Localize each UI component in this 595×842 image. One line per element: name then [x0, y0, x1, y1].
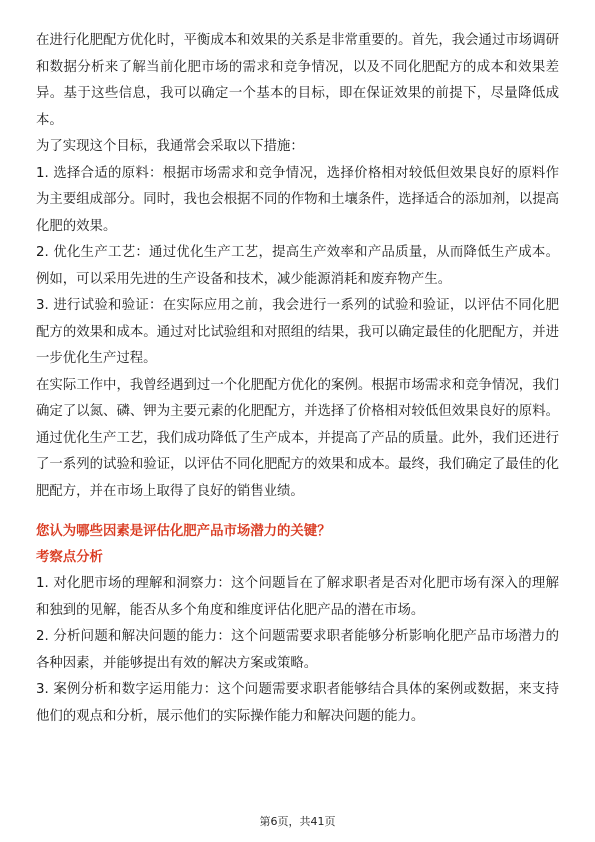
page-content [36, 28, 559, 730]
analysis-point-2: 2. 分析问题和解决问题的能力：这个问题需要求职者能够分析影响化肥产品市场潜力的各种因素，并能够提出有效的解决方案或策略。 [36, 629, 559, 671]
section-spacer [36, 505, 559, 519]
measure-item-1: 1. 选择合适的原料：根据市场需求和竞争情况，选择价格相对较低但效果良好的原料作为主要组成部分。同时，我也会根据不同的作物和土壤条件，选择适合的添加剂，以提高化肥的效果。 [36, 165, 559, 234]
measure-item-2: 2. 优化生产工艺：通过优化生产工艺，提高生产效率和产品质量，从而降低生产成本。例如，可以采用先进的生产设备和技术，减少能源消耗和废弃物产生。 [36, 245, 559, 287]
intro-paragraph: 在进行化肥配方优化时，平衡成本和效果的关系是非常重要的。首先，我会通过市场调研和数据分析来了解当前化肥市场的需求和竞争情况，以及不同化肥配方的成本和效果差异。基于这些信息，我可以确定一个基本的目标，即在保证效果的前提下，尽量降低成本。 [36, 33, 559, 128]
analysis-point-1: 1. 对化肥市场的理解和洞察力：这个问题旨在了解求职者是否对化肥市场有深入的理解和独到的见解，能否从多个角度和维度评估化肥产品的潜在市场。 [36, 576, 559, 618]
page-number-footer: 第6页，共41页 [259, 815, 336, 828]
analysis-point-3: 3. 案例分析和数字运用能力：这个问题需要求职者能够结合具体的案例或数据，来支持他们的观点和分析，展示他们的实际操作能力和解决问题的能力。 [36, 682, 559, 724]
analysis-heading: 考察点分析 [36, 550, 103, 565]
measure-item-3: 3. 进行试验和验证：在实际应用之前，我会进行一系列的试验和验证，以评估不同化肥配方的效果和成本。通过对比试验组和对照组的结果，我可以确定最佳的化肥配方，并进一步优化生产过程。 [36, 298, 559, 366]
question-heading: 您认为哪些因素是评估化肥产品市场潜力的关键？ [36, 524, 331, 539]
measures-intro: 为了实现这个目标，我通常会采取以下措施： [36, 139, 304, 154]
case-paragraph: 在实际工作中，我曾经遇到过一个化肥配方优化的案例。根据市场需求和竞争情况，我们确定了以氮、磷、钾为主要元素的化肥配方，并选择了价格相对较低但效果良好的原料。通过优化生产工艺，我们成功降低了生产成本，并提高了产品的质量。此外，我们还进行了一系列的试验和验证，以评估不同化肥配方的效果和成本。最终，我们确定了最佳的化肥配方，并在市场上取得了良好的销售业绩。 [36, 377, 559, 499]
